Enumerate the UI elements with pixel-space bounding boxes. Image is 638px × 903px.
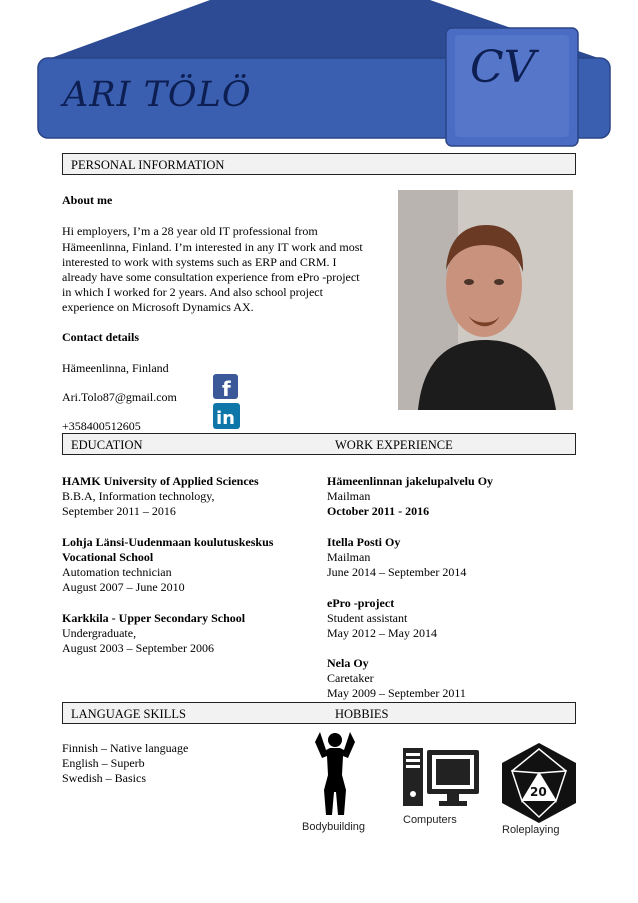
contact-location: Hämeenlinna, Finland xyxy=(62,361,169,375)
work-company: Nela Oy xyxy=(327,656,369,670)
contact-phone: +358400512605 xyxy=(62,419,141,433)
work-role: Caretaker xyxy=(327,671,374,685)
education-school-type: Vocational School xyxy=(62,550,154,564)
hobby-label: Bodybuilding xyxy=(302,821,365,833)
work-dates: June 2014 – September 2014 xyxy=(327,565,467,579)
linkedin-icon[interactable] xyxy=(213,403,240,429)
section-title: PERSONAL INFORMATION xyxy=(71,158,225,172)
section-title-language: LANGUAGE SKILLS xyxy=(71,707,186,721)
section-education-work xyxy=(62,433,576,455)
bodybuilding-icon xyxy=(310,730,360,820)
work-dates: May 2012 – May 2014 xyxy=(327,626,437,640)
work-role: Student assistant xyxy=(327,611,408,625)
education-dates: August 2003 – September 2006 xyxy=(62,641,214,655)
about-line: experience on Microsoft Dynamics AX. xyxy=(62,300,254,314)
contact-email[interactable]: Ari.Tolo87@gmail.com xyxy=(62,390,177,404)
education-degree: Automation technician xyxy=(62,565,172,579)
hobby-label: Roleplaying xyxy=(502,824,560,836)
work-role: Mailman xyxy=(327,489,371,503)
work-company: Itella Posti Oy xyxy=(327,535,401,549)
work-role: Mailman xyxy=(327,550,371,564)
language-item: Finnish – Native language xyxy=(62,741,189,755)
svg-text:f: f xyxy=(222,377,231,399)
work-company: ePro -project xyxy=(327,596,395,610)
education-school: HAMK University of Applied Sciences xyxy=(62,474,259,488)
profile-photo-art xyxy=(398,190,573,410)
d20-dice-icon xyxy=(498,743,580,823)
education-school: Lohja Länsi-Uudenmaan koulutuskeskus xyxy=(62,535,274,549)
section-title-hobbies: HOBBIES xyxy=(335,707,389,721)
work-dates: May 2009 – September 2011 xyxy=(327,686,466,700)
cv-badge: CV xyxy=(470,42,536,93)
about-line: Hämeenlinna, Finland. I’m interested in any IT work and most xyxy=(62,240,363,254)
profile-photo xyxy=(398,190,573,410)
facebook-glyph xyxy=(213,374,238,399)
facebook-icon[interactable] xyxy=(213,374,238,399)
about-line: Hi employers, I’m a 28 year old IT professional from xyxy=(62,224,318,238)
hobby-label: Computers xyxy=(403,814,457,826)
svg-text:in: in xyxy=(216,408,235,429)
language-item: English – Superb xyxy=(62,756,145,770)
language-item: Swedish – Basics xyxy=(62,771,146,785)
work-company: Hämeenlinnan jakelupalvelu Oy xyxy=(327,474,494,488)
contact-heading: Contact details xyxy=(62,330,139,344)
svg-text:20: 20 xyxy=(530,785,547,799)
candidate-name: ARI TÖLÖ xyxy=(63,75,252,115)
linkedin-glyph xyxy=(213,403,240,429)
section-title-education: EDUCATION xyxy=(71,438,143,452)
about-line: interested to work with systems such as ERP and CRM. I xyxy=(62,255,337,269)
education-degree: B.B.A, Information technology, xyxy=(62,489,215,503)
section-personal-information xyxy=(62,153,576,175)
education-school: Karkkila - Upper Secondary School xyxy=(62,611,246,625)
section-title-work: WORK EXPERIENCE xyxy=(335,438,453,452)
about-line: in which I worked for 2 years. And also school project xyxy=(62,285,323,299)
about-line: already have some consultation experience from ePro -project xyxy=(62,270,360,284)
about-heading: About me xyxy=(62,193,113,207)
education-degree: Undergraduate, xyxy=(62,626,137,640)
computer-icon xyxy=(403,748,483,808)
education-dates: August 2007 – June 2010 xyxy=(62,580,185,594)
work-dates: October 2011 - 2016 xyxy=(327,504,430,518)
education-dates: September 2011 – 2016 xyxy=(62,504,176,518)
section-language-hobbies xyxy=(62,702,576,724)
